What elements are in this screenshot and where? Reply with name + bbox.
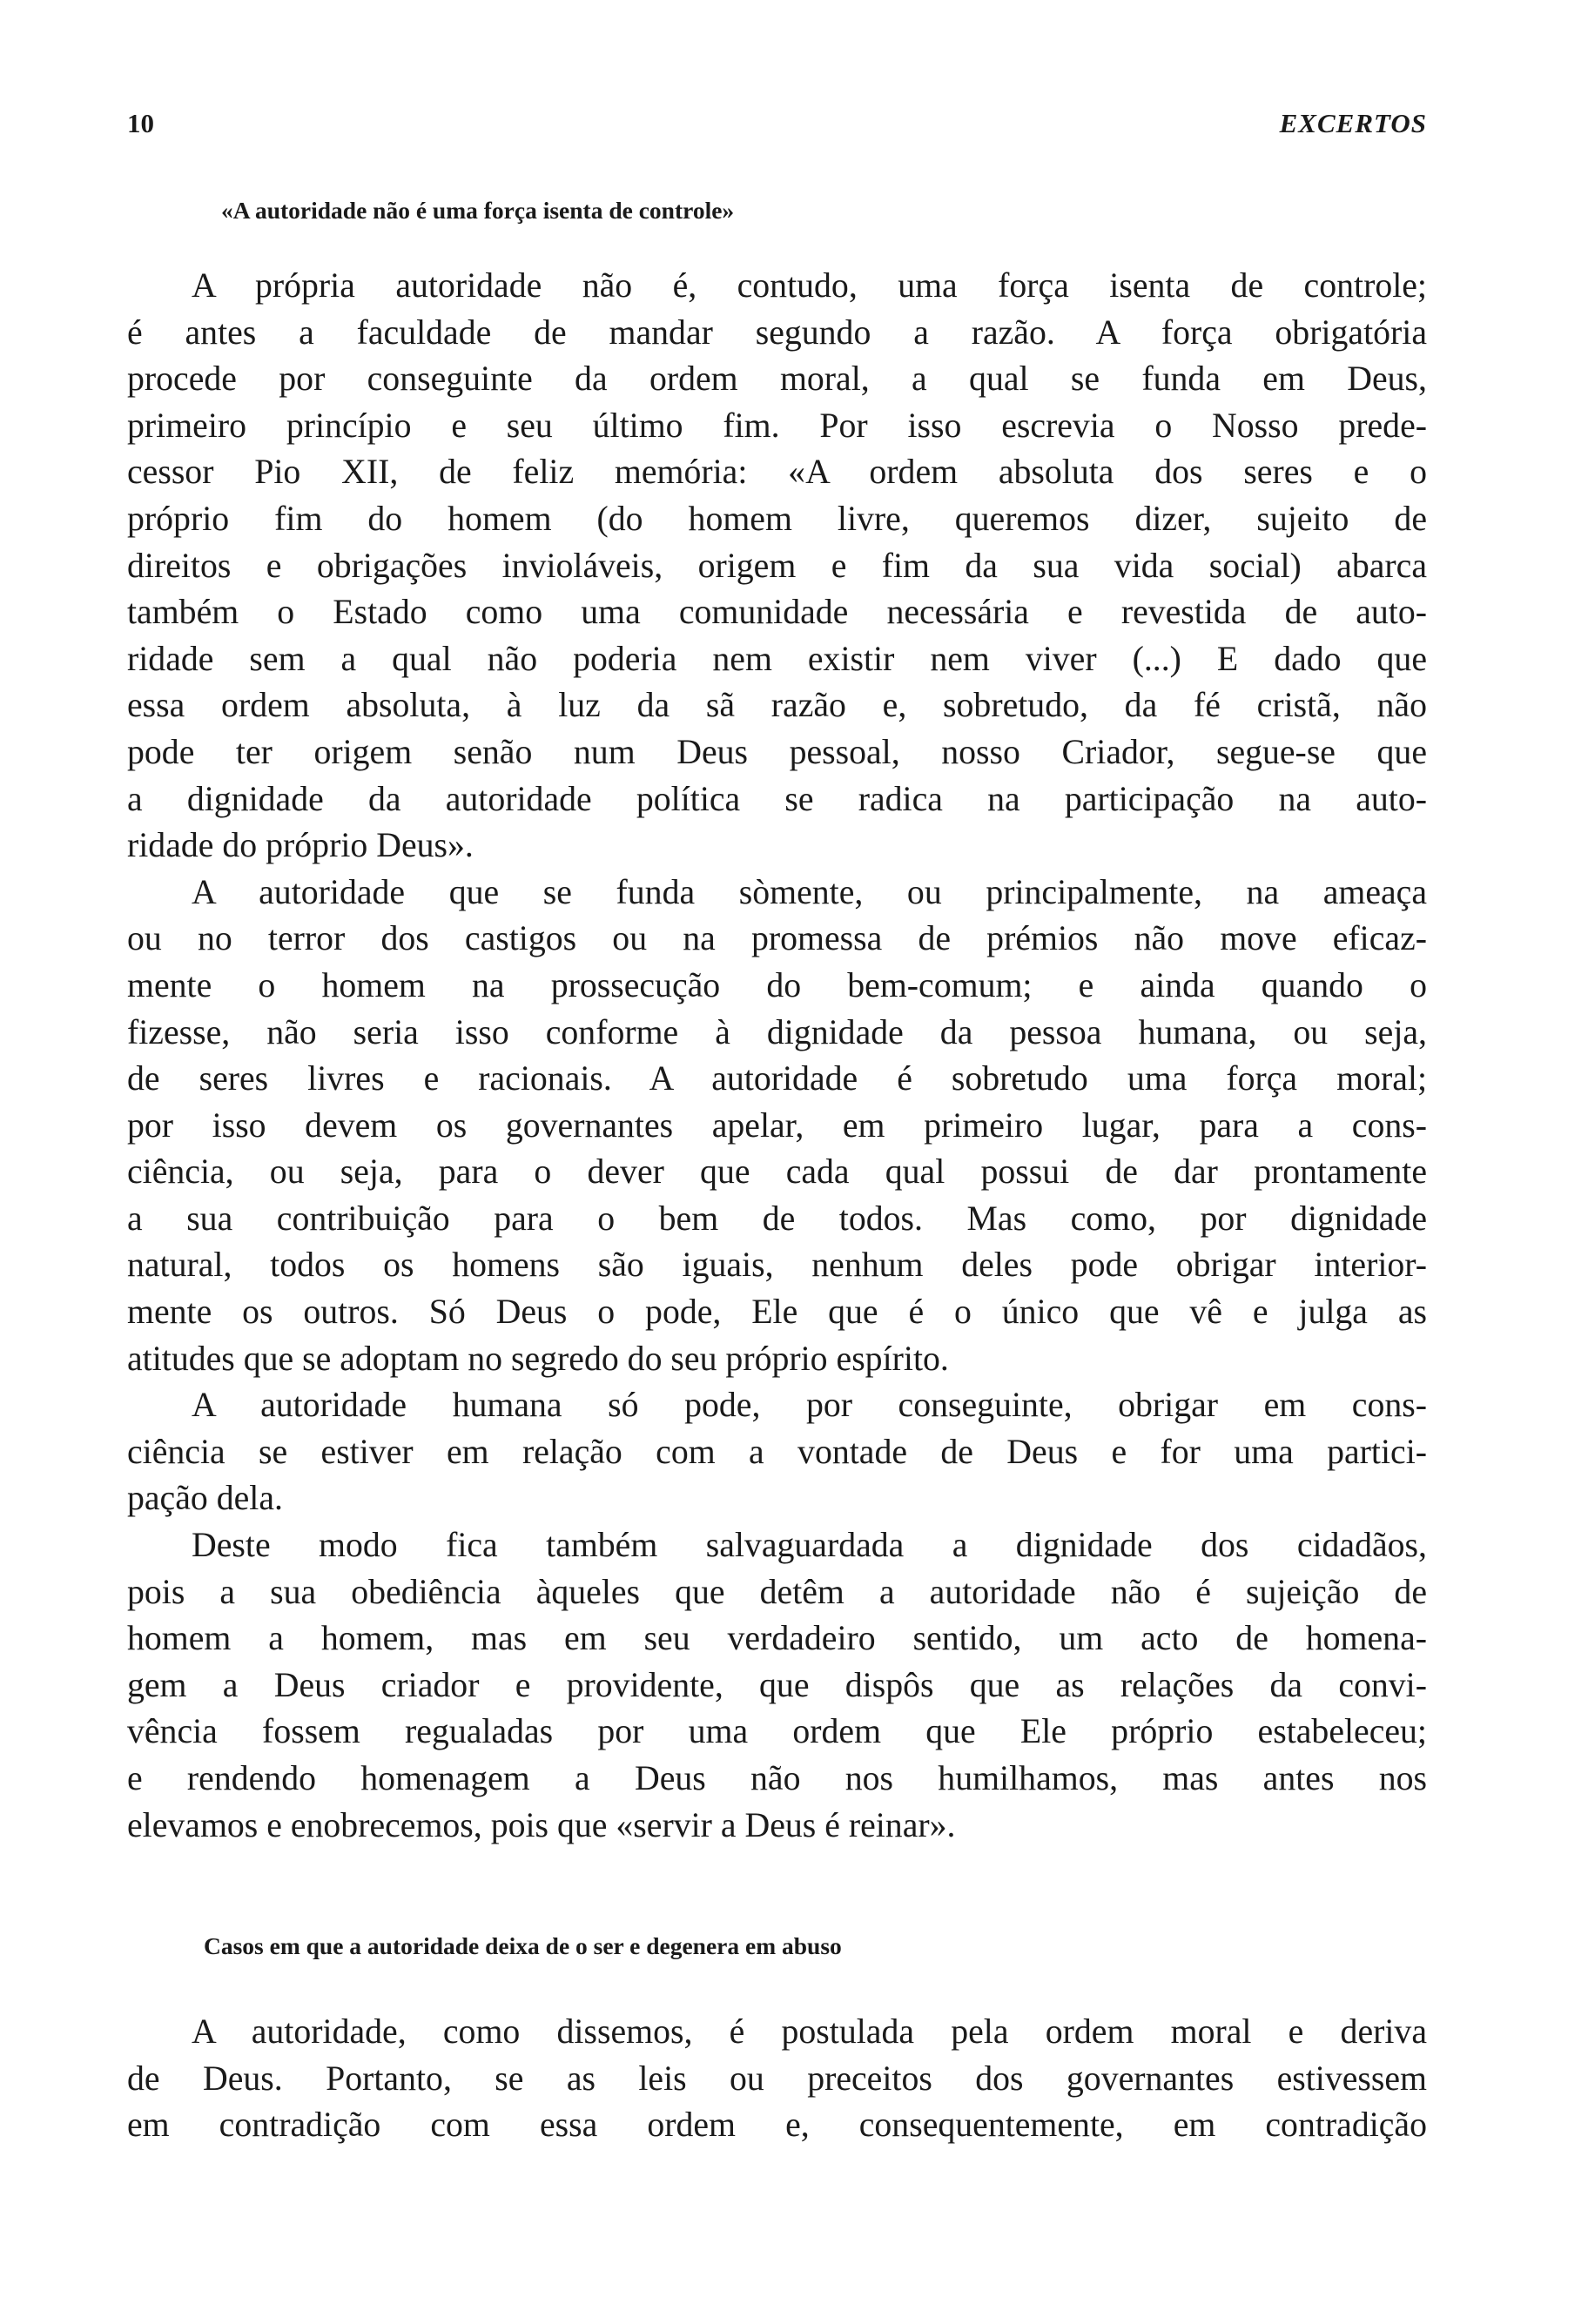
section-heading: Casos em que a autoridade deixa de o ser e degenera em abuso xyxy=(204,1932,842,1960)
text-line: ridade sem a qual não poderia nem existir nem viver (...) E dado que xyxy=(127,639,1427,678)
book-page xyxy=(127,103,1427,2149)
text-line: de seres livres e racionais. A autoridade é sobretudo uma força moral; xyxy=(127,1059,1427,1098)
text-line: mente os outros. Só Deus o pode, Ele que é o único que vê e julga as xyxy=(127,1293,1427,1332)
section-heading: «A autoridade não é uma força isenta de controle» xyxy=(221,197,735,224)
text-line: próprio fim do homem (do homem livre, queremos dizer, sujeito de xyxy=(127,499,1427,538)
text-line: elevamos e enobrecemos, pois que «servir a Deus é reinar». xyxy=(127,1805,956,1844)
text-line: ciência, ou seja, para o dever que cada qual possui de dar prontamente xyxy=(127,1152,1427,1192)
text-line: direitos e obrigações invioláveis, origem e fim da sua vida social) abarca xyxy=(127,546,1427,585)
text-line: ou no terror dos castigos ou na promessa de prémios não move eficaz- xyxy=(127,919,1427,958)
section-body xyxy=(127,2009,1427,2149)
text-line: mente o homem na prossecução do bem-comum; e ainda quando o xyxy=(127,965,1427,1004)
text-line: natural, todos os homens são iguais, nenhum deles pode obrigar interior- xyxy=(127,1246,1427,1285)
text-line: essa ordem absoluta, à luz da sã razão e, sobretudo, da fé cristã, não xyxy=(127,686,1427,725)
paragraph xyxy=(127,2009,1427,2149)
paragraph xyxy=(127,870,1427,1383)
text-line: procede por conseguinte da ordem moral, a qual se funda em Deus, xyxy=(127,359,1427,399)
text-line: também o Estado como uma comunidade necessária e revestida de auto- xyxy=(127,593,1427,632)
text-line: a sua contribuição para o bem de todos. Mas como, por dignidade xyxy=(127,1199,1427,1238)
text-line: pois a sua obediência àqueles que detêm a autoridade não é sujeição de xyxy=(127,1572,1427,1611)
section-body xyxy=(127,263,1427,1849)
text-line: Deste modo fica também salvaguardada a dignidade dos cidadãos, xyxy=(192,1526,1427,1565)
text-line: gem a Deus criador e providente, que dispôs que as relações da convi- xyxy=(127,1665,1427,1704)
text-line: ridade do próprio Deus». xyxy=(127,826,474,865)
running-title: EXCERTOS xyxy=(1279,108,1427,138)
text-line: é antes a faculdade de mandar segundo a razão. A força obrigatória xyxy=(127,312,1427,352)
paragraph xyxy=(127,1522,1427,1849)
paragraph xyxy=(127,1382,1427,1522)
text-line: pode ter origem senão num Deus pessoal, nosso Criador, segue-se que xyxy=(127,732,1427,771)
running-head xyxy=(127,103,1427,146)
text-line: vência fossem regualadas por uma ordem que Ele próprio estabeleceu; xyxy=(127,1712,1427,1751)
text-line: A autoridade que se funda sòmente, ou principalmente, na ameaça xyxy=(192,872,1427,911)
text-line: pação dela. xyxy=(127,1479,283,1518)
text-line: e rendendo homenagem a Deus não nos humilhamos, mas antes nos xyxy=(127,1759,1427,1797)
text-line: primeiro princípio e seu último fim. Por isso escrevia o Nosso prede- xyxy=(127,406,1427,445)
text-line: atitudes que se adoptam no segredo do seu próprio espírito. xyxy=(127,1339,949,1378)
text-line: A autoridade humana só pode, por conseguinte, obrigar em cons- xyxy=(192,1386,1427,1425)
text-line: A autoridade, como dissemos, é postulada pela ordem moral e deriva xyxy=(192,2012,1427,2052)
text-line: por isso devem os governantes apelar, em primeiro lugar, para a cons- xyxy=(127,1105,1427,1145)
text-line: de Deus. Portanto, se as leis ou preceitos dos governantes estivessem xyxy=(127,2059,1427,2098)
text-line: em contradição com essa ordem e, consequentemente, em contradição xyxy=(127,2106,1427,2145)
text-line: cessor Pio XII, de feliz memória: «A ordem absoluta dos seres e o xyxy=(127,453,1427,492)
page-number: 10 xyxy=(127,108,154,138)
paragraph xyxy=(127,263,1427,870)
text-line: A própria autoridade não é, contudo, uma força isenta de controle; xyxy=(192,266,1427,305)
text-line: fizesse, não seria isso conforme à dignidade da pessoa humana, ou seja, xyxy=(127,1012,1427,1051)
text-line: ciência se estiver em relação com a vontade de Deus e for uma partici- xyxy=(127,1432,1427,1471)
text-line: homem a homem, mas em seu verdadeiro sentido, um acto de homena- xyxy=(127,1619,1427,1658)
text-line: a dignidade da autoridade política se radica na participação na auto- xyxy=(127,779,1427,818)
